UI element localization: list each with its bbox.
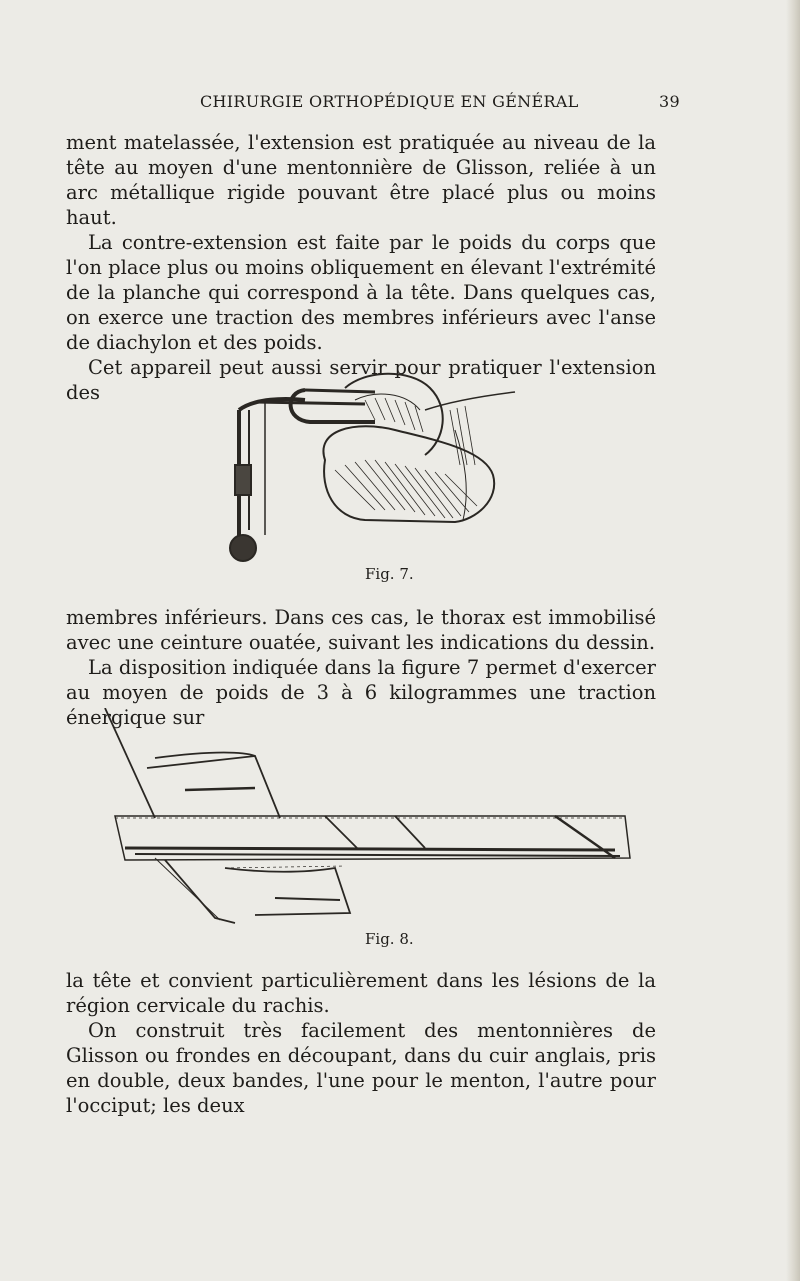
running-header	[60, 92, 680, 116]
text-block-3	[66, 968, 656, 1118]
figure-7-illustration	[225, 370, 525, 565]
paragraph: La contre-extension est faite par le poids du corps que l'on place plus ou moins obliquement en élevant l'extrémité de la planche qui correspond à la tête. Dans quelques cas, on exerce une traction des membres inférieurs avec l'anse de diachylon et des poids.	[66, 231, 656, 354]
paragraph: la tête et convient particulièrement dans les lésions de la région cervicale du rachis.	[66, 969, 656, 1017]
paragraph: membres inférieurs. Dans ces cas, le thorax est immobilisé avec une ceinture ouatée, suivant les indications du dessin.	[66, 606, 656, 654]
paragraph: La disposition indiquée dans la figure 7 permet d'exercer au moyen de poids de 3 à 6 kilogrammes une traction énergique sur	[66, 656, 656, 729]
header-title: CHIRURGIE ORTHOPÉDIQUE EN GÉNÉRAL	[200, 92, 579, 111]
paragraph: Cet appareil peut aussi servir pour pratiquer l'extension des	[66, 356, 656, 404]
figure-8-caption: Fig. 8.	[365, 930, 414, 948]
text-block-1	[66, 130, 656, 405]
figure-8-illustration	[95, 708, 655, 933]
paragraph: ment matelassée, l'extension est pratiquée au niveau de la tête au moyen d'une mentonnière de Glisson, reliée à un arc métallique rigide pouvant être placé plus ou moins haut.	[66, 131, 656, 229]
figure-7-caption: Fig. 7.	[365, 565, 414, 583]
page-edge-shadow	[786, 0, 800, 1281]
page-number: 39	[659, 92, 680, 111]
paragraph: On construit très facilement des mentonnières de Glisson ou frondes en découpant, dans du cuir anglais, pris en double, deux bandes, l'une pour le menton, l'autre pour l'occiput; les deux	[66, 1019, 656, 1117]
